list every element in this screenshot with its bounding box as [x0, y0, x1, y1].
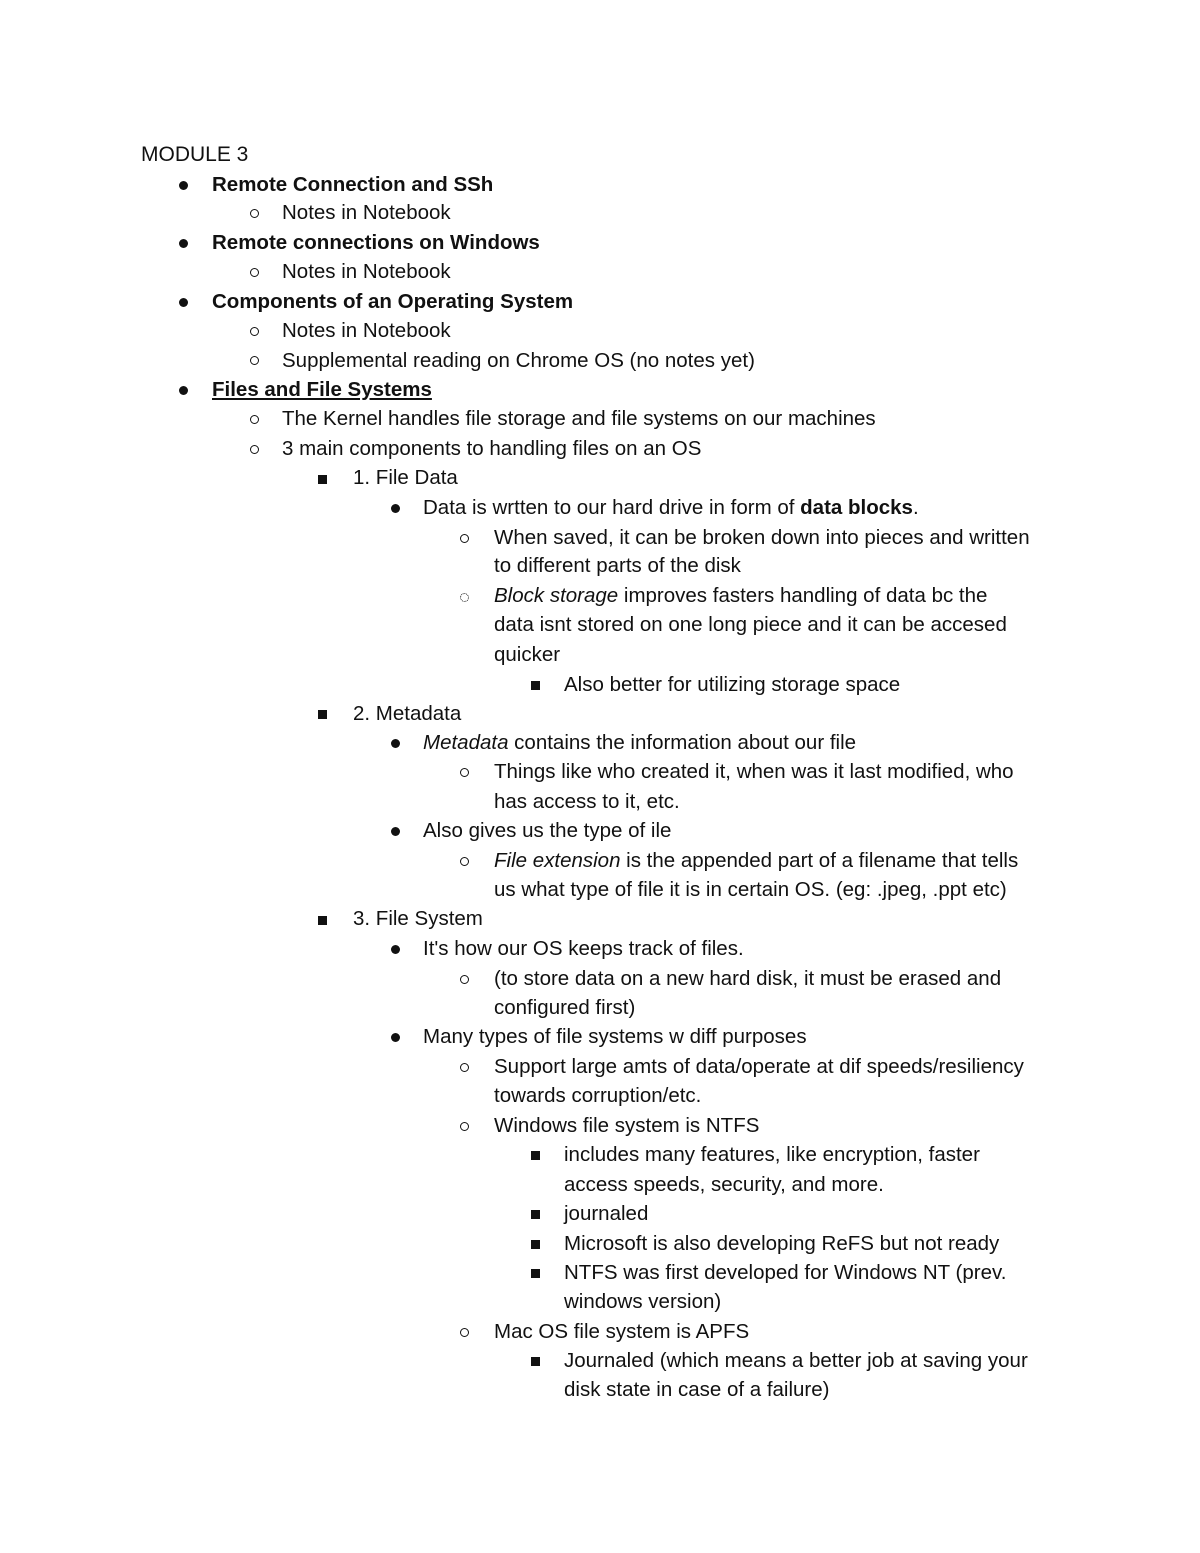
- list-item: [494, 847, 1018, 875]
- bullet-disc-icon: [179, 239, 188, 248]
- list-item: Supplemental reading on Chrome OS (no notes yet): [282, 349, 755, 372]
- list-item-continuation: has access to it, etc.: [494, 790, 680, 813]
- bullet-square-icon: [318, 710, 327, 719]
- italic-term: Block storage: [494, 584, 619, 607]
- bullet-disc-icon: [391, 504, 400, 513]
- list-item: includes many features, like encryption, faster: [564, 1143, 980, 1166]
- bullet-disc-icon: [391, 1033, 400, 1042]
- list-item-continuation: us what type of file it is in certain OS. (eg: .jpeg, .ppt etc): [494, 878, 1007, 901]
- bullet-disc-icon: [391, 827, 400, 836]
- list-item-continuation: access speeds, security, and more.: [564, 1173, 884, 1196]
- bullet-circle-icon: [250, 415, 259, 424]
- list-item: Support large amts of data/operate at dif speeds/resiliency: [494, 1055, 1024, 1078]
- bullet-disc-icon: [179, 386, 188, 395]
- list-item-continuation: quicker: [494, 643, 561, 666]
- list-item: journaled: [564, 1202, 649, 1225]
- bullet-circle-icon: [250, 268, 259, 277]
- list-item-continuation: towards corruption/etc.: [494, 1084, 702, 1107]
- bullet-square-icon: [531, 1269, 540, 1278]
- bullet-square-icon: [318, 475, 327, 484]
- list-item: 3. File System: [353, 907, 483, 930]
- list-item: When saved, it can be broken down into pieces and written: [494, 526, 1030, 549]
- bullet-circle-icon: [250, 356, 259, 365]
- list-item: The Kernel handles file storage and file systems on our machines: [282, 407, 876, 430]
- text-span: is the appended part of a filename that tells: [620, 849, 1019, 872]
- list-item: 2. Metadata: [353, 702, 462, 725]
- list-item: Windows file system is NTFS: [494, 1114, 760, 1137]
- list-item-continuation: to different parts of the disk: [494, 554, 741, 577]
- list-item: Also better for utilizing storage space: [564, 673, 901, 696]
- list-item: Notes in Notebook: [282, 260, 451, 283]
- bullet-circle-icon: [250, 445, 259, 454]
- bullet-circle-icon: [460, 768, 469, 777]
- italic-term: Metadata: [423, 731, 509, 754]
- list-item: Notes in Notebook: [282, 201, 451, 224]
- bullet-circle-icon: [460, 1122, 469, 1131]
- bullet-square-icon: [531, 1357, 540, 1366]
- bullet-circle-icon: [250, 327, 259, 336]
- bullet-circle-icon: [460, 1063, 469, 1072]
- bullet-circle-icon: [460, 534, 469, 543]
- section-heading: Files and File Systems: [212, 378, 432, 401]
- list-item-continuation: configured first): [494, 996, 636, 1019]
- list-item: Remote connections on Windows: [212, 231, 540, 254]
- bullet-square-icon: [531, 1240, 540, 1249]
- text-span: .: [912, 496, 919, 519]
- list-item: 1. File Data: [353, 466, 458, 489]
- italic-term: File extension: [494, 849, 621, 872]
- bold-term: data blocks: [800, 496, 913, 519]
- bullet-circle-icon: [250, 209, 259, 218]
- text-span: Data is wrtten to our hard drive in form of: [423, 496, 801, 519]
- list-item: It's how our OS keeps track of files.: [423, 937, 744, 960]
- list-item: NTFS was first developed for Windows NT (prev.: [564, 1261, 1007, 1284]
- bullet-disc-icon: [391, 945, 400, 954]
- list-item: [423, 494, 919, 522]
- list-item: Microsoft is also developing ReFS but not ready: [564, 1232, 1000, 1255]
- bullet-circle-icon: [460, 1328, 469, 1337]
- page-title: MODULE 3: [141, 143, 249, 166]
- list-item: Also gives us the type of ile: [423, 819, 672, 842]
- bullet-circle-icon: [460, 857, 469, 866]
- bullet-square-icon: [531, 1210, 540, 1219]
- list-item: Many types of file systems w diff purposes: [423, 1025, 807, 1048]
- list-item-continuation: windows version): [564, 1290, 722, 1313]
- bullet-square-icon: [531, 1151, 540, 1160]
- list-item: (to store data on a new hard disk, it must be erased and: [494, 967, 1002, 990]
- list-item: Journaled (which means a better job at saving your: [564, 1349, 1028, 1372]
- list-item: Remote Connection and SSh: [212, 173, 494, 196]
- list-item: Mac OS file system is APFS: [494, 1320, 750, 1343]
- text-span: contains the information about our file: [508, 731, 857, 754]
- bullet-disc-icon: [179, 181, 188, 190]
- list-item: [423, 729, 856, 757]
- list-item: [494, 582, 987, 610]
- list-item: 3 main components to handling files on an OS: [282, 437, 702, 460]
- bullet-circle-icon: [460, 975, 469, 984]
- text-span: improves fasters handling of data bc the: [618, 584, 988, 607]
- list-item: Components of an Operating System: [212, 290, 574, 313]
- list-item-continuation: disk state in case of a failure): [564, 1378, 830, 1401]
- list-item: Things like who created it, when was it last modified, who: [494, 760, 1014, 783]
- list-item-continuation: data isnt stored on one long piece and it can be accesed: [494, 613, 1007, 636]
- list-item: Notes in Notebook: [282, 319, 451, 342]
- bullet-square-icon: [318, 916, 327, 925]
- bullet-circle-icon: [460, 593, 469, 602]
- bullet-disc-icon: [391, 739, 400, 748]
- bullet-square-icon: [531, 681, 540, 690]
- bullet-disc-icon: [179, 298, 188, 307]
